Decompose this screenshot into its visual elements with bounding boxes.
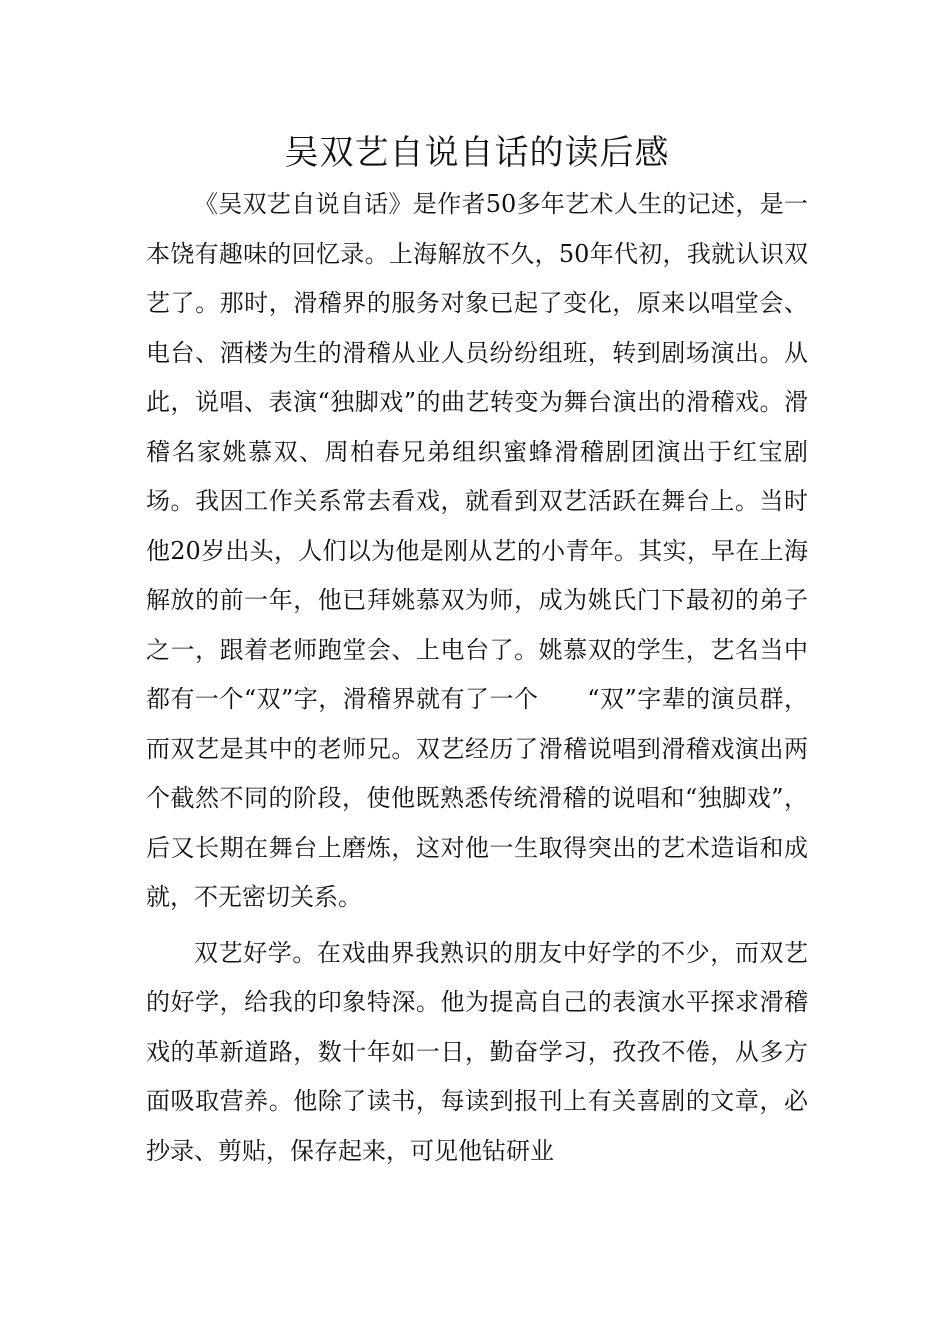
document-title: 吴双艺自说自话的读后感: [284, 133, 670, 173]
body-paragraph-2: 双艺好学。在戏曲界我熟识的朋友中好学的不少，而双艺的好学，给我的印象特深。他为提高自己的表演水平探求滑稽戏的革新道路，数十年如一日，勤奋学习，孜孜不倦，从多方面吸取营养。他除了读书，每读到报刊上有关喜剧的文章，必抄录、剪贴，保存起来，可见他钻研业: [146, 938, 808, 1165]
document-page: [146, 126, 808, 1176]
body-paragraph-1: 《吴双艺自说自话》是作者50多年艺术人生的记述，是一本饶有趣味的回忆录。上海解放不久，50年代初，我就认识双艺了。那时，滑稽界的服务对象已起了变化，原来以唱堂会、电台、酒楼为生的滑稽从业人员纷纷组班，转到剧场演出。从此，说唱、表演“独脚戏”的曲艺转变为舞台演出的滑稽戏。滑稽名家姚慕双、周柏春兄弟组织蜜蜂滑稽剧团演出于红宝剧场。我因工作关系常去看戏，就看到双艺活跃在舞台上。当时他20岁出头，人们以为他是刚从艺的小青年。其实，早在上海解放的前一年，他已拜姚慕双为师，成为姚氏门下最初的弟子之一，跟着老师跑堂会、上电台了。姚慕双的学生，艺名当中都有一个“双”字，滑稽界就有了一个 “双”字辈的演员群，而双艺是其中的老师兄。双艺经历了滑稽说唱到滑稽戏演出两个截然不同的阶段，使他既熟悉传统滑稽的说唱和“独脚戏”，后又长期在舞台上磨炼，这对他一生取得突出的艺术造诣和成就，不无密切关系。: [146, 190, 808, 911]
